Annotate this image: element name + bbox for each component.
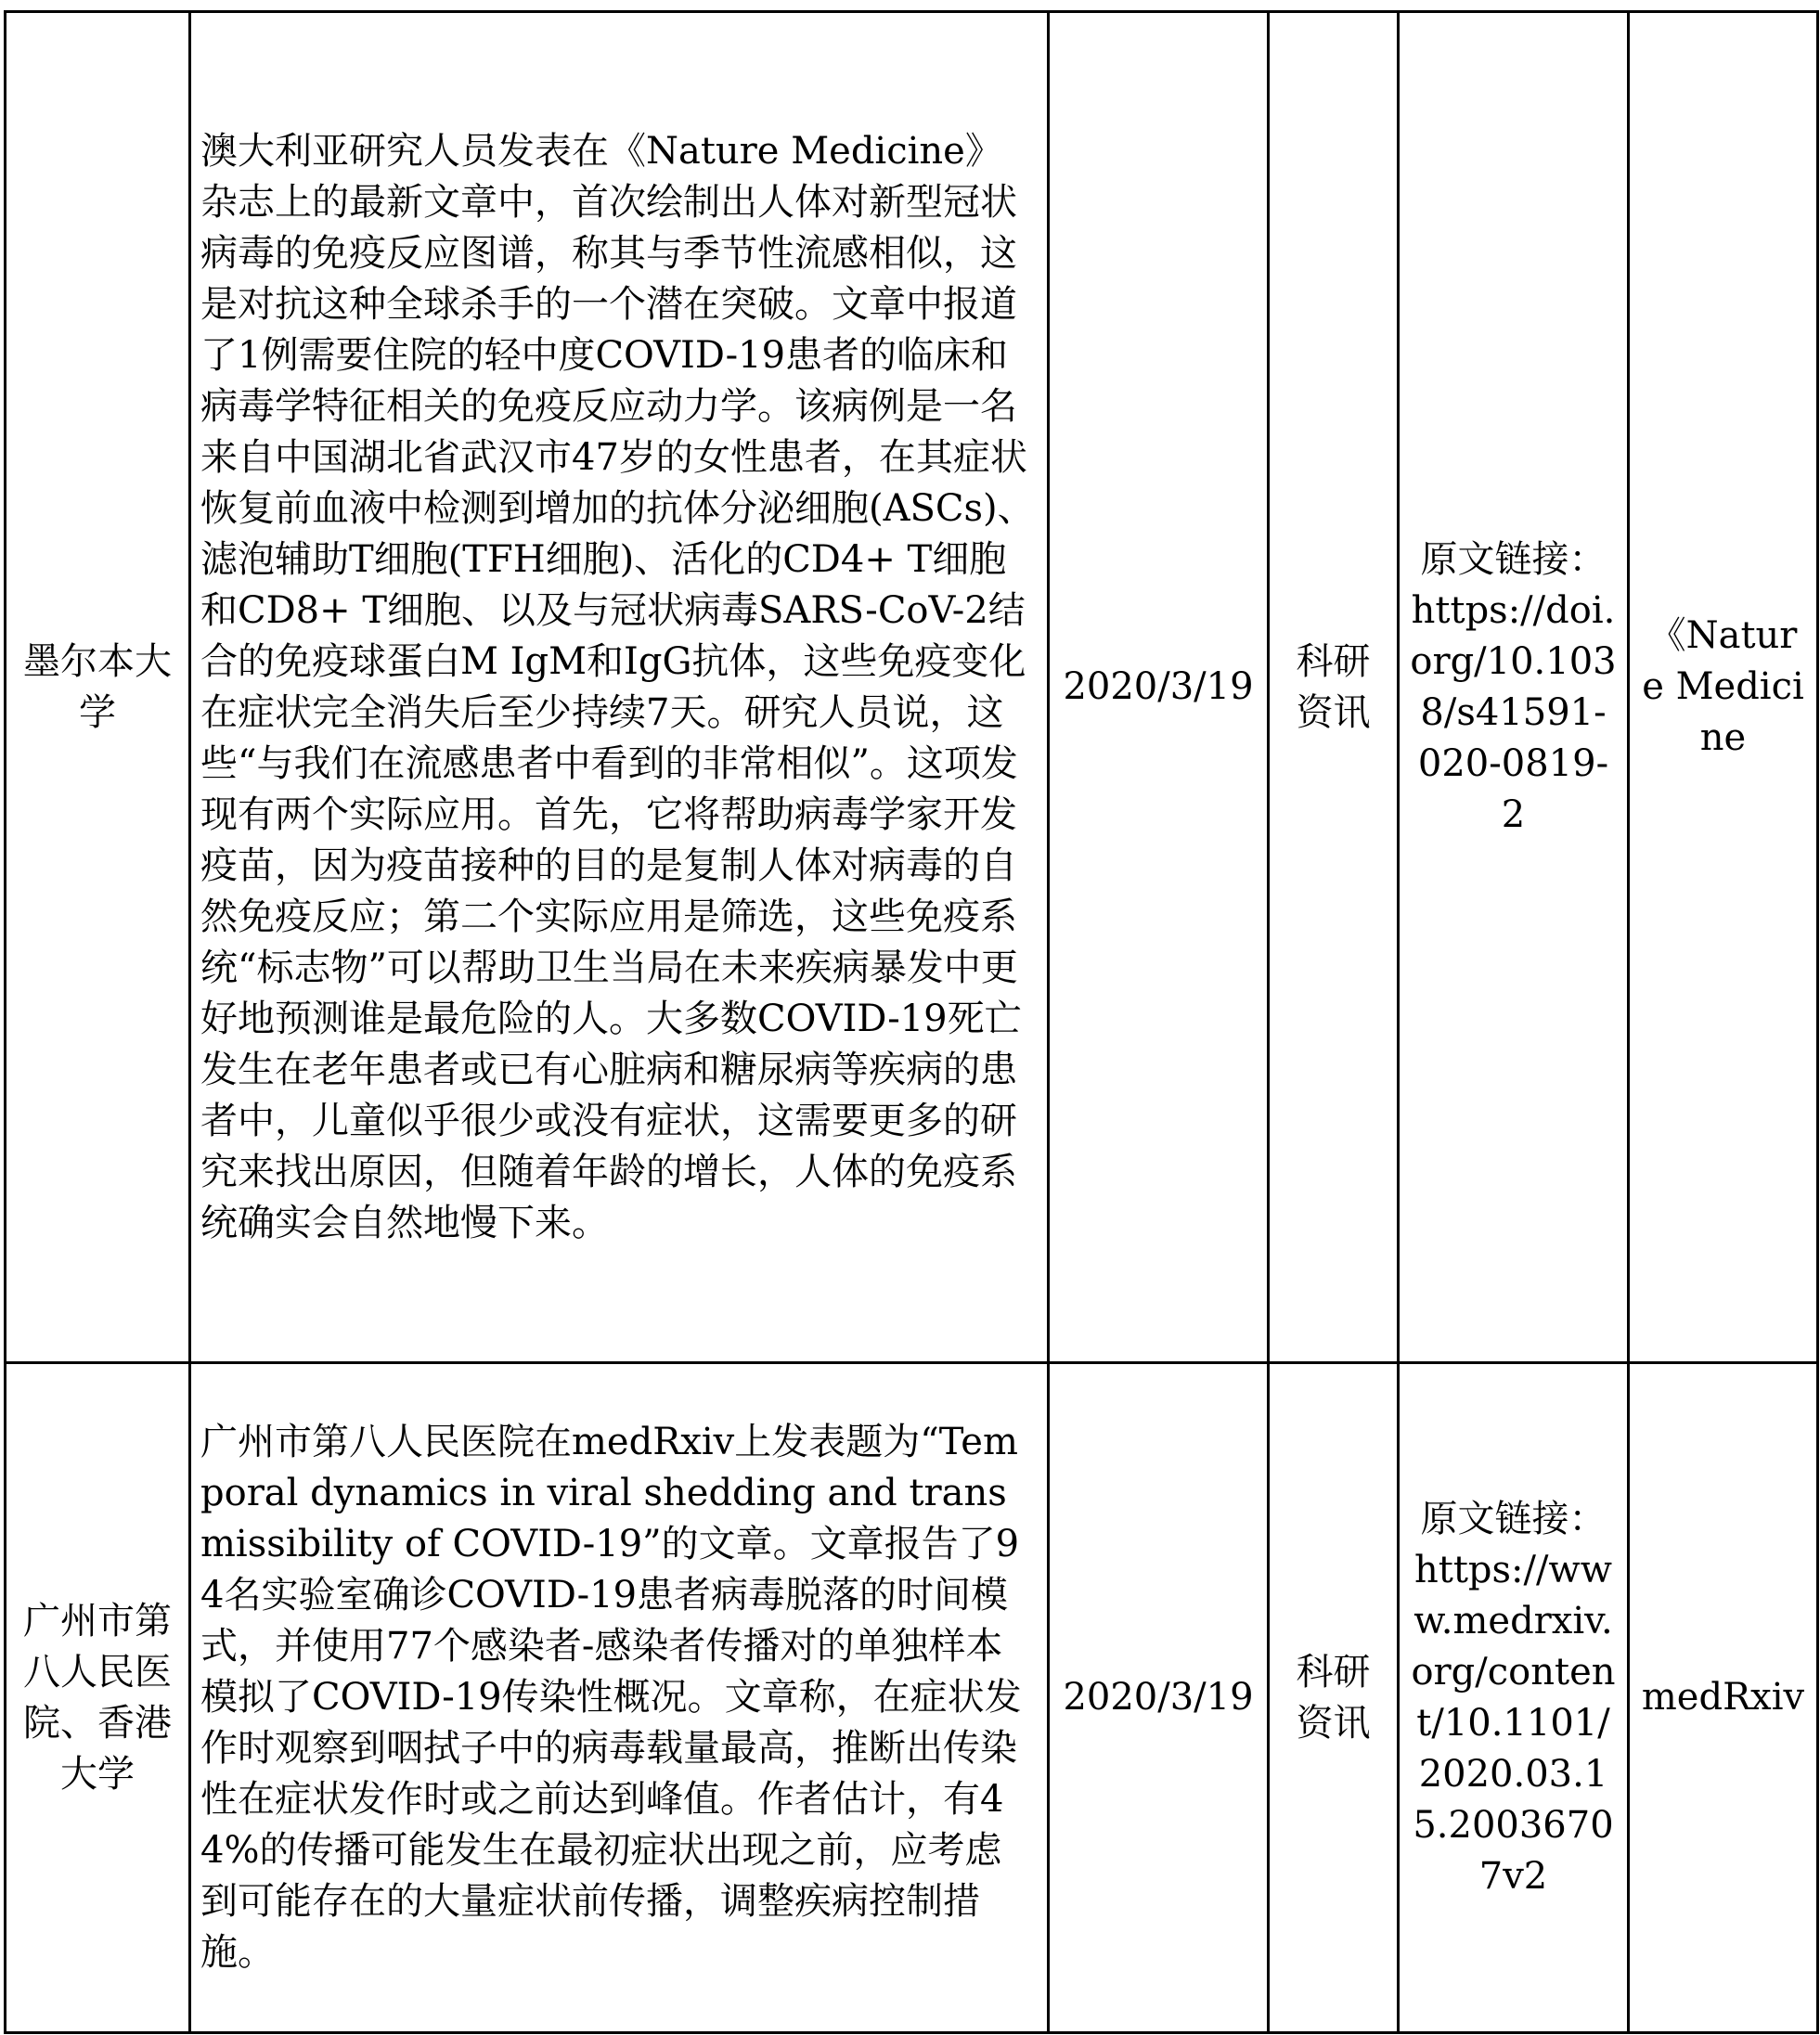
source-cell: medRxiv — [1629, 1363, 1818, 2033]
date-cell: 2020/3/19 — [1049, 12, 1269, 1363]
summary-cell: 广州市第八人民医院在medRxiv上发表题为“Temporal dynamics in viral shedding and transmissibility of COVID-19”的文章。文章报告了94名实验室确诊COVID-19患者病毒脱落的时间模式，并使用77个感染者-感染者传播对的单独样本模拟了COVID-19传染性概况。文章称，在症状发作时观察到咽拭子中的病毒载量最高，推断出传染性在症状发作时或之前达到峰值。作者估计，有44%的传播可能发生在最初症状出现之前，应考虑到可能存在的大量症状前传播，调整疾病控制措施。 — [190, 1363, 1049, 2033]
link-cell — [1399, 1363, 1629, 2033]
date-cell: 2020/3/19 — [1049, 1363, 1269, 2033]
news-table — [4, 10, 1819, 2034]
table-row — [6, 1363, 1818, 2033]
institution-cell: 墨尔本大学 — [6, 12, 190, 1363]
link-url[interactable]: https://www.medrxiv.org/content/10.1101/2020.03.15.20036707v2 — [1411, 1548, 1616, 1898]
institution-cell: 广州市第八人民医院、香港大学 — [6, 1363, 190, 2033]
link-cell — [1399, 12, 1629, 1363]
link-label: 原文链接： — [1420, 1497, 1607, 1540]
table-row — [6, 12, 1818, 1363]
category-cell: 科研资讯 — [1269, 12, 1399, 1363]
summary-cell: 澳大利亚研究人员发表在《Nature Medicine》杂志上的最新文章中，首次绘制出人体对新型冠状病毒的免疫反应图谱，称其与季节性流感相似，这是对抗这种全球杀手的一个潜在突破。文章中报道了1例需要住院的轻中度COVID-19患者的临床和病毒学特征相关的免疫反应动力学。该病例是一名来自中国湖北省武汉市47岁的女性患者，在其症状恢复前血液中检测到增加的抗体分泌细胞(ASCs)、滤泡辅助T细胞(TFH细胞)、活化的CD4+ T细胞和CD8+ T细胞、以及与冠状病毒SARS-CoV-2结合的免疫球蛋白M IgM和IgG抗体，这些免疫变化在症状完全消失后至少持续7天。研究人员说，这些“与我们在流感患者中看到的非常相似”。这项发现有两个实际应用。首先，它将帮助病毒学家开发疫苗，因为疫苗接种的目的是复制人体对病毒的自然免疫反应；第二个实际应用是筛选，这些免疫系统“标志物”可以帮助卫生当局在未来疾病暴发中更好地预测谁是最危险的人。大多数COVID-19死亡发生在老年患者或已有心脏病和糖尿病等疾病的患者中，儿童似乎很少或没有症状，这需要更多的研究来找出原因，但随着年龄的增长，人体的免疫系统确实会自然地慢下来。 — [190, 12, 1049, 1363]
category-cell: 科研资讯 — [1269, 1363, 1399, 2033]
source-cell: 《Nature Medicine — [1629, 12, 1818, 1363]
link-url[interactable]: https://doi.org/10.1038/s41591-020-0819-2 — [1410, 588, 1617, 836]
link-label: 原文链接： — [1420, 537, 1607, 581]
